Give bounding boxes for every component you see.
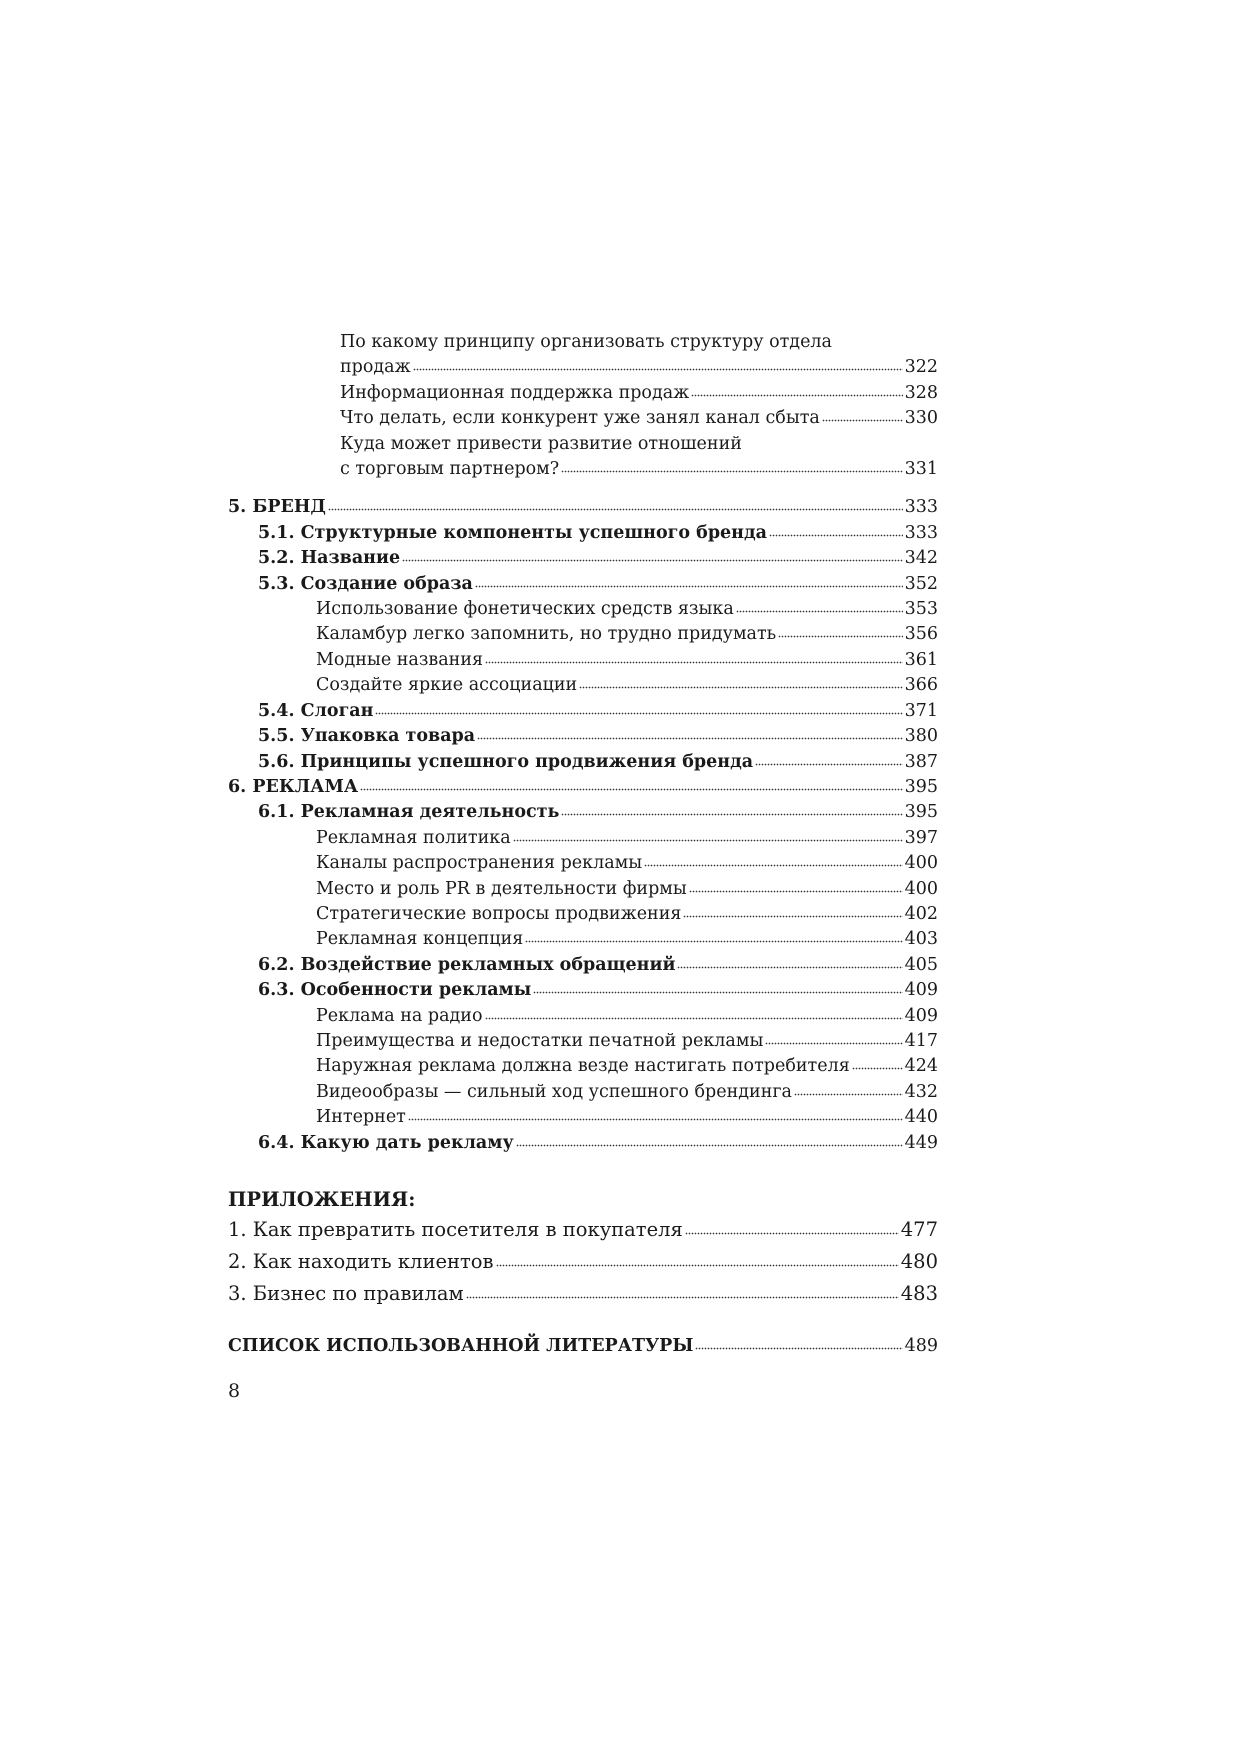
toc-entry-text: Каналы распространения рекламы	[316, 853, 643, 874]
toc-section-title: 5.5. Упаковка товара	[258, 726, 476, 747]
leader-dots	[466, 1295, 899, 1299]
toc-section-title: 5.4. Слоган	[258, 700, 374, 721]
toc-entry-text: Использование фонетических средств языка	[316, 599, 734, 620]
toc-page-number: 342	[904, 548, 938, 569]
toc-entry	[228, 648, 938, 673]
leader-dots	[516, 1143, 903, 1147]
toc-page-number: 400	[904, 853, 938, 874]
toc-page-number: 322	[904, 357, 938, 378]
toc-page-number: 449	[904, 1132, 938, 1153]
toc-entry	[228, 1054, 938, 1079]
leader-dots	[852, 1066, 903, 1070]
toc-entry-text: Создайте яркие ассоциации	[316, 675, 578, 696]
toc-page-number: 395	[904, 776, 938, 797]
leader-dots	[822, 418, 903, 422]
leader-dots	[477, 736, 902, 740]
toc-page-number: 366	[904, 675, 938, 696]
toc-entry-multiline	[228, 432, 938, 483]
toc-section	[228, 724, 938, 749]
toc-entry-text: Информационная поддержка продаж	[340, 382, 690, 403]
toc-page-number: 480	[900, 1250, 938, 1273]
toc-page-number: 403	[904, 929, 938, 950]
leader-dots	[579, 685, 902, 689]
toc-appendix	[228, 1278, 938, 1310]
toc-entry-text: Куда может привести развитие отношений	[340, 433, 742, 454]
leader-dots	[496, 1263, 899, 1267]
toc-entry-text: Рекламная политика	[316, 827, 511, 848]
toc-entry	[228, 1080, 938, 1105]
leader-dots	[769, 533, 903, 537]
toc-entry-text: 2. Как находить клиентов	[228, 1250, 494, 1273]
leader-dots	[485, 1016, 903, 1020]
toc-entry-multiline	[228, 330, 938, 381]
toc-page-number: 400	[904, 878, 938, 899]
toc-entry-text: Место и роль PR в деятельности фирмы	[316, 878, 687, 899]
toc-page-number: 387	[904, 751, 938, 772]
leader-dots	[689, 889, 903, 893]
toc-entry-text: Рекламная концепция	[316, 929, 524, 950]
toc-section-title: 6.4. Какую дать рекламу	[258, 1132, 514, 1153]
toc-page-number: 417	[904, 1030, 938, 1051]
toc-entry-text: 3. Бизнес по правилам	[228, 1282, 464, 1305]
toc-entry-text: Реклама на радио	[316, 1005, 483, 1026]
toc-page-number: 409	[904, 1005, 938, 1026]
toc-section-title: 5.2. Название	[258, 548, 401, 569]
toc-entry	[228, 406, 938, 431]
leader-dots	[778, 634, 902, 638]
toc-page-number: 432	[904, 1081, 938, 1102]
leader-dots	[485, 660, 903, 664]
toc-page-number: 402	[904, 903, 938, 924]
leader-dots	[475, 584, 903, 588]
toc-page-number: 405	[904, 954, 938, 975]
toc-appendix	[228, 1214, 938, 1246]
toc-page-number: 483	[900, 1282, 938, 1305]
toc-section	[228, 572, 938, 597]
toc-chapter	[228, 495, 938, 520]
toc-page-number: 477	[900, 1218, 938, 1241]
toc-section-title: 5.3. Создание образа	[258, 573, 473, 594]
toc-entry-text: с торговым партнером?	[340, 459, 560, 480]
toc-page-number: 328	[904, 382, 938, 403]
toc-page-number: 353	[904, 599, 938, 620]
toc-entry	[228, 902, 938, 927]
toc-entry-text: Видеообразы — сильный ход успешного брендинга	[316, 1081, 792, 1102]
toc-entry	[228, 826, 938, 851]
toc-page-number: 352	[904, 573, 938, 594]
toc-section	[228, 521, 938, 546]
toc-page-number: 356	[904, 624, 938, 645]
toc-chapter-title: 5. БРЕНД	[228, 497, 326, 518]
leader-dots	[402, 558, 903, 562]
toc-section-title: 6.2. Воздействие рекламных обращений	[258, 954, 676, 975]
toc-page-number: 424	[904, 1056, 938, 1077]
toc-section-title: 6.1. Рекламная деятельность	[258, 802, 560, 823]
toc-entry	[228, 851, 938, 876]
toc-entry-text: Что делать, если конкурент уже занял канал сбыта	[340, 408, 820, 429]
toc-entry-text: Наружная реклама должна везде настигать потребителя	[316, 1056, 850, 1077]
toc-page-number: 489	[904, 1336, 938, 1356]
leader-dots	[533, 990, 902, 994]
leader-dots	[755, 762, 902, 766]
toc-entry	[228, 927, 938, 952]
toc-entry	[228, 597, 938, 622]
toc-entry-text: СПИСОК ИСПОЛЬЗОВАННОЙ ЛИТЕРАТУРЫ	[228, 1336, 694, 1356]
toc-page-number: 333	[904, 522, 938, 543]
leader-dots	[360, 787, 902, 791]
toc-section-title: 5.6. Принципы успешного продвижения бренда	[258, 751, 754, 772]
leader-dots	[765, 1041, 902, 1045]
toc-page-number: 361	[904, 649, 938, 670]
toc-entry	[228, 1105, 938, 1130]
leader-dots	[408, 1117, 903, 1121]
toc-section	[228, 978, 938, 1003]
toc-section	[228, 750, 938, 775]
appendices-heading: ПРИЛОЖЕНИЯ:	[228, 1188, 416, 1211]
toc-section	[228, 699, 938, 724]
toc-section	[228, 1131, 938, 1156]
toc-entry-text: 1. Как превратить посетителя в покупателя	[228, 1218, 683, 1241]
toc-chapter	[228, 775, 938, 800]
toc-entry	[228, 381, 938, 406]
toc-entry-text: Преимущества и недостатки печатной рекламы	[316, 1030, 764, 1051]
toc-page-number: 440	[904, 1107, 938, 1128]
toc-section-title: 6.3. Особенности рекламы	[258, 980, 532, 1001]
toc-page-number: 371	[904, 700, 938, 721]
toc-page-number: 331	[904, 459, 938, 480]
toc-entry-text: Интернет	[316, 1107, 406, 1128]
leader-dots	[736, 609, 903, 613]
toc-page-number: 380	[904, 726, 938, 747]
toc-section	[228, 800, 938, 825]
leader-dots	[328, 507, 903, 511]
toc-entry	[228, 622, 938, 647]
toc-page-number: 397	[904, 827, 938, 848]
toc-entry-text: По какому принципу организовать структуру отдела	[340, 332, 832, 352]
leader-dots	[375, 711, 902, 715]
table-of-contents	[228, 330, 938, 1359]
toc-entry-text: Модные названия	[316, 649, 484, 670]
toc-page-number: 409	[904, 980, 938, 1001]
toc-entry-text: Каламбур легко запомнить, но трудно придумать	[316, 624, 777, 645]
toc-section	[228, 546, 938, 571]
toc-section	[228, 953, 938, 978]
toc-entry	[228, 673, 938, 698]
leader-dots	[794, 1092, 903, 1096]
leader-dots	[644, 863, 902, 867]
toc-page-number: 333	[904, 497, 938, 518]
toc-chapter-title: 6. РЕКЛАМА	[228, 776, 359, 797]
leader-dots	[677, 965, 902, 969]
toc-entry	[228, 1004, 938, 1029]
leader-dots	[691, 393, 902, 397]
leader-dots	[561, 469, 902, 473]
toc-entry-text: Стратегические вопросы продвижения	[316, 903, 682, 924]
leader-dots	[683, 914, 902, 918]
toc-bibliography	[228, 1334, 938, 1359]
leader-dots	[561, 812, 902, 816]
toc-entry	[228, 877, 938, 902]
toc-page-number: 395	[904, 802, 938, 823]
toc-page-number: 330	[904, 408, 938, 429]
toc-appendix	[228, 1246, 938, 1278]
toc-entry-text: продаж	[340, 357, 411, 378]
leader-dots	[685, 1231, 899, 1235]
leader-dots	[525, 939, 902, 943]
leader-dots	[695, 1346, 902, 1350]
leader-dots	[513, 838, 903, 842]
leader-dots	[413, 367, 903, 371]
toc-section-title: 5.1. Структурные компоненты успешного бренда	[258, 522, 767, 543]
toc-entry	[228, 1029, 938, 1054]
page-number: 8	[228, 1380, 241, 1402]
